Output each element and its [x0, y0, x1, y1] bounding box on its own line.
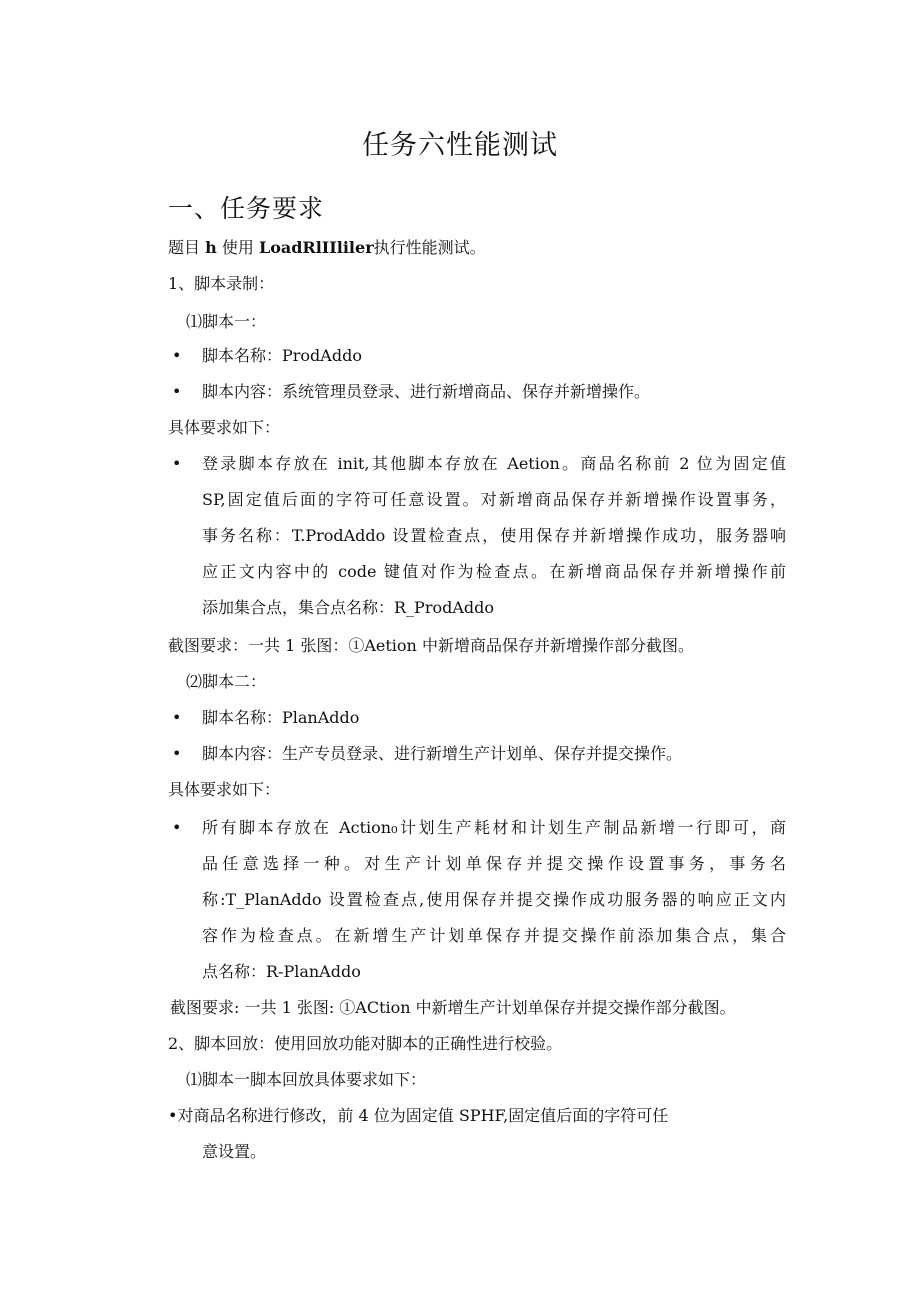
- script-1-req-line: 应正文内容中的 code 键值对作为检查点。在新增商品保存并新增操作前: [202, 562, 786, 581]
- script-2-content: 脚本内容：生产专员登录、进行新增生产计划单、保存并提交操作。: [202, 744, 683, 763]
- intro-line: [168, 236, 486, 260]
- intro-prefix: 题目: [168, 238, 201, 257]
- bullet-icon: •: [172, 708, 182, 727]
- script-2-req-line: 称:T_PlanAddo 设置检查点,使用保存并提交操作成功服务器的响应正文内: [202, 890, 786, 909]
- bullet-icon: •: [172, 744, 182, 763]
- script-1-name: 脚本名称：ProdAddo: [202, 346, 362, 365]
- script-2-req-line: 点名称：R-PlanAddo: [202, 962, 361, 981]
- script-2-name: 脚本名称：PlanAddo: [202, 708, 360, 727]
- script-2-req-line: 品任意选择一种。对生产计划单保存并提交操作设置事务，事务名: [202, 854, 786, 873]
- script-1-req-label: 具体要求如下：: [168, 418, 281, 437]
- intro-suffix: 执行性能测试。: [373, 238, 486, 257]
- script-1-content: 脚本内容：系统管理员登录、进行新增商品、保存并新增操作。: [202, 382, 651, 401]
- script-2-req-line: 容作为检查点。在新增生产计划单保存并提交操作前添加集合点，集合: [202, 926, 786, 945]
- section-2-bullet-line: •对商品名称进行修改，前 4 位为固定值 SPHF,固定值后面的字符可任: [168, 1106, 669, 1125]
- intro-mid: 使用: [221, 238, 254, 257]
- script-1-req-line: 添加集合点，集合点名称：R_ProdAddo: [202, 598, 495, 617]
- script-1-req-line: 登录脚本存放在 init,其他脚本存放在 Aetion。商品名称前 2 位为固定值: [202, 454, 786, 473]
- bullet-icon: •: [172, 454, 182, 473]
- script-2-req-line: 所有脚本存放在 Action₀计划生产耗材和计划生产制品新增一行即可，商: [202, 818, 786, 837]
- section-1-label: 1、脚本录制：: [168, 274, 275, 293]
- script-2-screenshot-req: 截图要求: 一共 1 张图: ①ACtion 中新增生产计划单保存并提交操作部分截图。: [170, 998, 736, 1017]
- script-1-label: ⑴脚本一：: [186, 312, 267, 331]
- section-2-bullet-continuation: 意设置。: [202, 1142, 267, 1161]
- script-1-req-line: 事务名称：T.ProdAddo 设置检查点，使用保存并新增操作成功，服务器响: [202, 526, 786, 545]
- script-1-req-line: SP,固定值后面的字符可任意设置。对新增商品保存并新增操作设置事务，: [202, 490, 786, 509]
- intro-bold-1: h: [205, 238, 217, 257]
- bullet-icon: •: [172, 818, 182, 837]
- script-2-label: ⑵脚本二：: [186, 672, 267, 691]
- bullet-icon: •: [172, 346, 182, 365]
- section-heading: 一、任务要求: [168, 194, 325, 223]
- page-title: 任务六性能测试: [362, 130, 558, 161]
- script-1-screenshot-req: 截图要求：一共 1 张图：①Aetion 中新增商品保存并新增操作部分截图。: [168, 636, 694, 655]
- script-2-req-label: 具体要求如下：: [168, 780, 281, 799]
- section-2-label: 2、脚本回放：使用回放功能对脚本的正确性进行校验。: [168, 1034, 563, 1053]
- bullet-icon: •: [172, 382, 182, 401]
- intro-bold-2: LoadRlIIliler: [258, 238, 374, 257]
- section-2-script-1-label: ⑴脚本一脚本回放具体要求如下：: [186, 1070, 427, 1089]
